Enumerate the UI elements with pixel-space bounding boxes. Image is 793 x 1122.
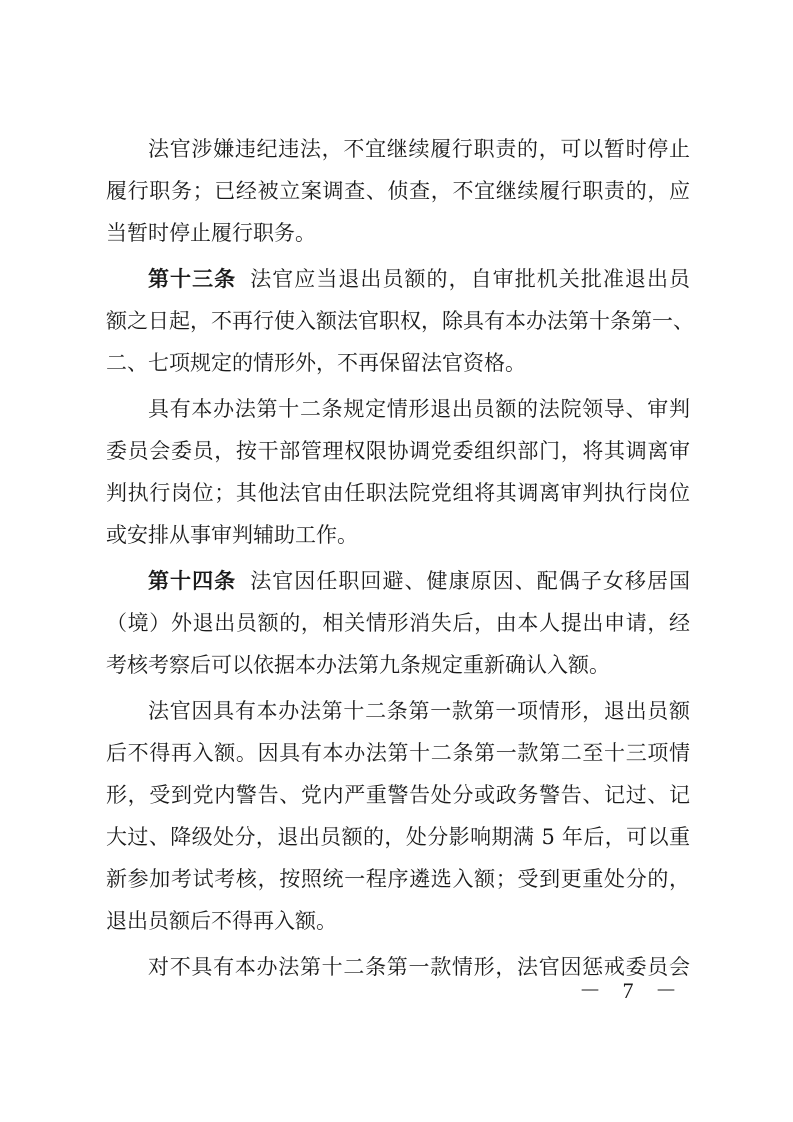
paragraph (106, 128, 690, 254)
paragraph (106, 388, 690, 556)
text-line: 法官涉嫌违纪违法，不宜继续履行职责的，可以暂时停止 (148, 137, 690, 161)
text-line: 当暂时停止履行职务。 (106, 221, 316, 245)
text-line: 或安排从事审判辅助工作。 (106, 523, 358, 547)
text-line: 法官因具有本办法第十二条第一款第一项情形，退出员额 (148, 699, 690, 723)
text-line: 额之日起，不再行使入额法官职权，除具有本办法第十条第一、 (106, 309, 694, 333)
text-line: 二、七项规定的情形外，不再保留法官资格。 (106, 351, 526, 375)
text-line: 委员会委员，按干部管理权限协调党委组织部门，将其调离审 (106, 439, 690, 463)
text-line: 后不得再入额。因具有本办法第十二条第一款第二至十三项情 (106, 741, 690, 765)
text-line: 大过、降级处分，退出员额的，处分影响期满 5 年后，可以重 (106, 825, 690, 849)
text-line: 判执行岗位；其他法官由任职法院党组将其调离审判执行岗位 (106, 481, 690, 505)
text-line: 对不具有本办法第十二条第一款情形，法官因惩戒委员会 (148, 955, 690, 979)
article-number: 第十三条 (148, 267, 237, 291)
paragraph (106, 258, 694, 384)
text-line: 具有本办法第十二条规定情形退出员额的法院领导、审判 (148, 397, 690, 421)
paragraph (106, 690, 690, 942)
text-line: 新参加考试考核，按照统一程序遴选入额；受到更重处分的， (106, 867, 690, 891)
text-line (106, 560, 690, 602)
text-line (106, 258, 690, 300)
text-line: （境）外退出员额的，相关情形消失后，由本人提出申请，经 (106, 611, 690, 635)
paragraph (106, 560, 690, 686)
text-line: 履行职务；已经被立案调查、侦查，不宜继续履行职责的，应 (106, 179, 690, 203)
text-line: 退出员额后不得再入额。 (106, 909, 337, 933)
article-number: 第十四条 (148, 569, 237, 593)
text-segment: 法官因任职回避、健康原因、配偶子女移居国 (250, 569, 691, 593)
text-line: 考核考察后可以依据本办法第九条规定重新确认入额。 (106, 653, 610, 677)
body-text (106, 128, 694, 988)
text-line: 形，受到党内警告、党内严重警告处分或政务警告、记过、记 (106, 783, 690, 807)
page-number: － 7 － (578, 978, 685, 1003)
text-segment: 法官应当退出员额的，自审批机关批准退出员 (250, 267, 691, 291)
